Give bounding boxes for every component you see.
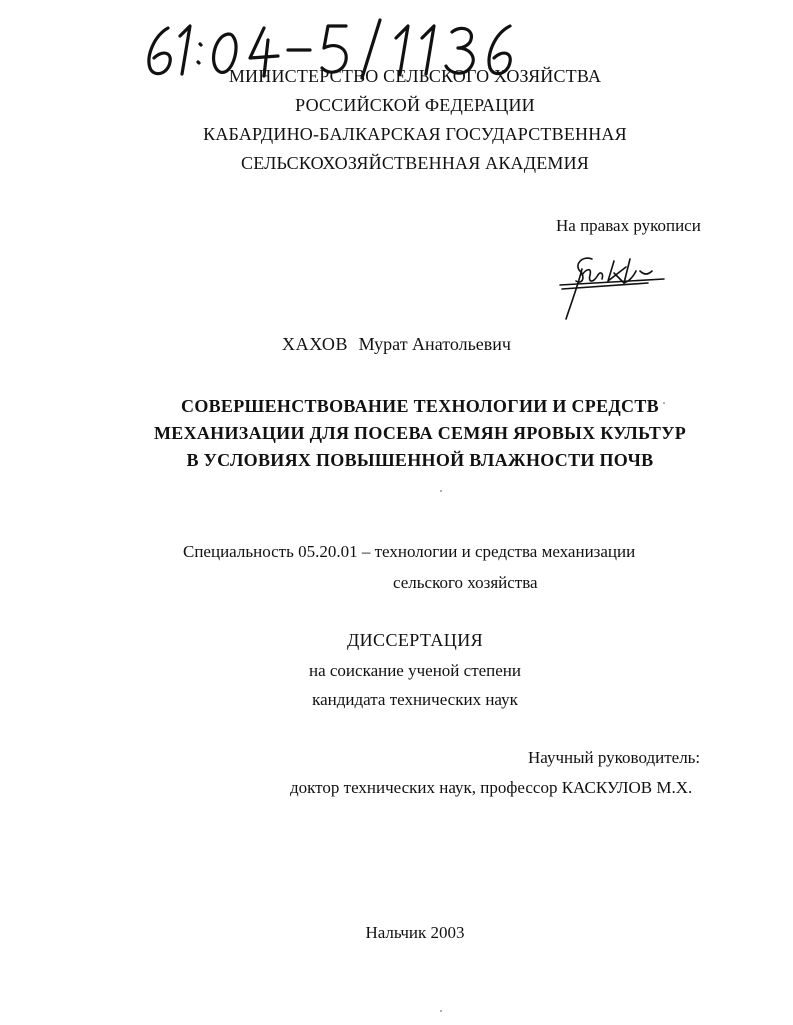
institution-academy: СЕЛЬСКОХОЗЯЙСТВЕННАЯ АКАДЕМИЯ (240, 153, 590, 173)
degree-line-1: на соискание ученой степени (308, 661, 522, 680)
author-surname: ХАХОВ (282, 334, 349, 354)
title-line-1: СОВЕРШЕНСТВОВАНИЕ ТЕХНОЛОГИИ И СРЕДСТВ (181, 396, 659, 416)
institution-federation: РОССИЙСКОЙ ФЕДЕРАЦИИ (295, 95, 535, 115)
signature-drawing (552, 245, 682, 325)
author-given-names: Мурат Анатольевич (358, 334, 511, 354)
supervisor-label: Научный руководитель: (528, 748, 701, 767)
author-name (0, 334, 793, 355)
institution-ministry: МИНИСТЕРСТВО СЕЛЬСКОГО ХОЗЯЙСТВА (228, 66, 602, 86)
supervisor-name: доктор технических наук, профессор КАСКУЛОВ М.Х. (290, 778, 693, 797)
dissertation-title (120, 393, 720, 474)
title-line-2: МЕХАНИЗАЦИИ ДЛЯ ПОСЕВА СЕМЯН ЯРОВЫХ КУЛЬТУР (153, 423, 687, 443)
degree-line-2: кандидата технических наук (312, 690, 518, 709)
title-line-3: В УСЛОВИЯХ ПОВЫШЕННОЙ ВЛАЖНОСТИ ПОЧВ (186, 450, 654, 470)
scan-speck (663, 402, 665, 404)
specialty-line-2: сельского хозяйства (393, 573, 538, 592)
document-type: ДИССЕРТАЦИЯ (346, 630, 484, 650)
scan-speck (440, 490, 442, 492)
scan-speck (440, 1010, 442, 1012)
author-signature (552, 245, 682, 325)
specialty-line-1: Специальность 05.20.01 – технологии и средства механизации (183, 542, 636, 561)
institution-university: КАБАРДИНО-БАЛКАРСКАЯ ГОСУДАРСТВЕННАЯ (203, 124, 627, 144)
manuscript-rights: На правах рукописи (556, 216, 701, 235)
city-year: Нальчик 2003 (365, 923, 465, 942)
